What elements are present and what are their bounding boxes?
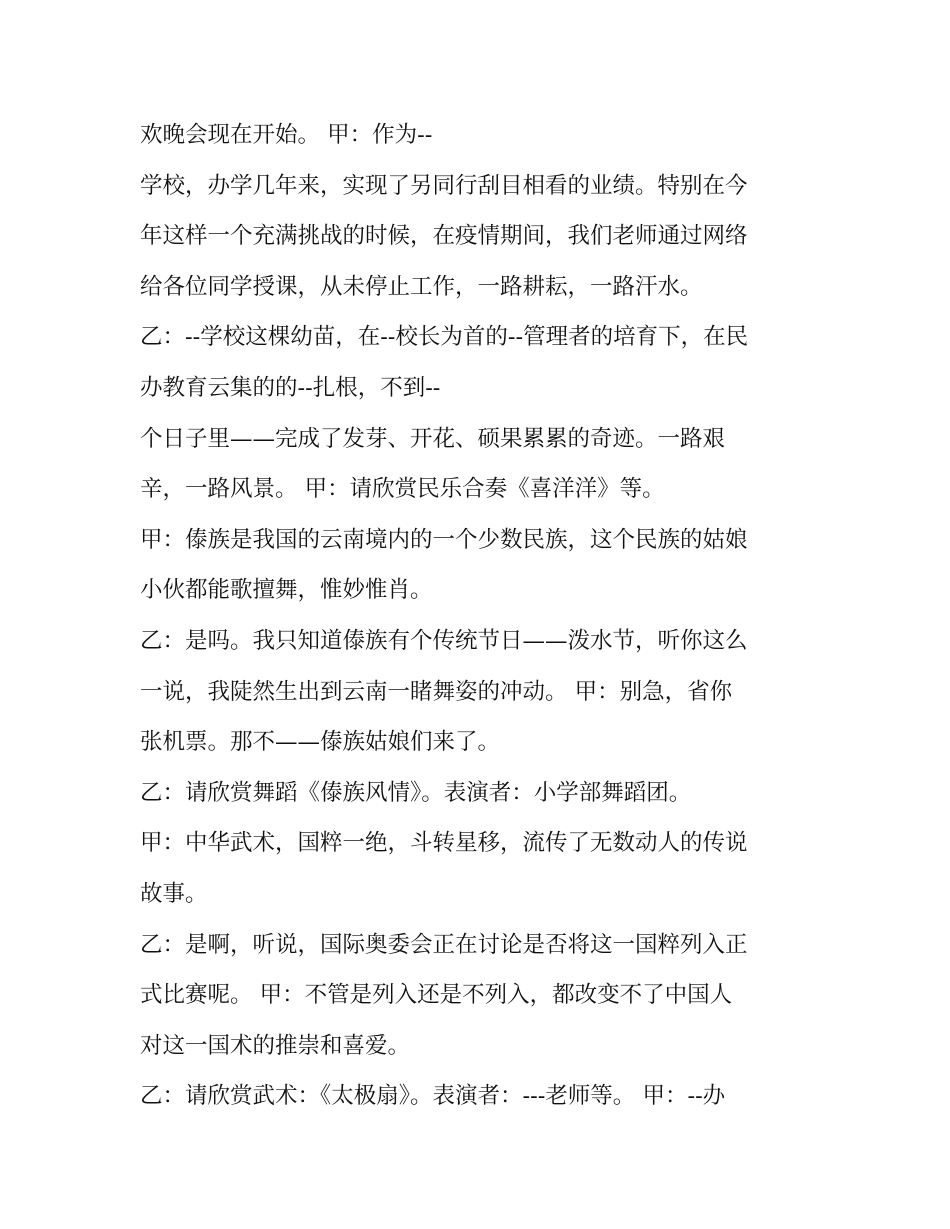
text-line: 式比赛呢。 甲：不管是列入还是不列入，都改变不了中国人 — [140, 982, 733, 1009]
text-body — [140, 110, 820, 1122]
text-line: 给各位同学授课，从未停止工作，一路耕耘，一路汗水。 — [140, 273, 703, 300]
text-line: 小伙都能歌擅舞，惟妙惟肖。 — [140, 577, 433, 604]
text-line: 欢晚会现在开始。 甲：作为-- — [140, 122, 433, 148]
text-line: 张机票。那不——傣族姑娘们来了。 — [140, 729, 501, 756]
text-line: 甲：傣族是我国的云南境内的一个少数民族，这个民族的姑娘 — [140, 526, 748, 553]
text-line: 乙：请欣赏舞蹈《傣族风情》。表演者：小学部舞蹈团。 — [140, 779, 692, 806]
text-line: 乙：是吗。我只知道傣族有个传统节日——泼水节，听你这么 — [140, 627, 748, 654]
text-line: 学校，办学几年来，实现了另同行刮目相看的业绩。特别在今 — [140, 172, 748, 199]
text-line: 个日子里——完成了发芽、开花、硕果累累的奇迹。一路艰 — [140, 425, 726, 452]
text-line: 乙：是啊，听说，国际奥委会正在讨论是否将这一国粹列入正 — [140, 931, 748, 958]
text-line: 乙：--学校这棵幼苗，在--校长为首的--管理者的培育下，在民 — [140, 324, 749, 351]
text-line: 对这一国术的推崇和喜爱。 — [140, 1032, 411, 1059]
text-line: 办教育云集的的--扎根，不到-- — [140, 374, 441, 401]
text-line: 年这样一个充满挑战的时候，在疫情期间，我们老师通过网络 — [140, 223, 748, 250]
text-line: 甲：中华武术，国粹一绝，斗转星移，流传了无数动人的传说 — [140, 830, 748, 857]
text-line: 乙：请欣赏武术：《太极扇》。表演者：---老师等。 甲：--办 — [140, 1083, 726, 1110]
text-line: 一说，我陡然生出到云南一睹舞姿的冲动。 甲：别急，省你 — [140, 678, 733, 705]
text-line: 辛，一路风景。 甲：请欣赏民乐合奏《喜洋洋》等。 — [140, 476, 665, 503]
text-line: 故事。 — [140, 880, 208, 907]
